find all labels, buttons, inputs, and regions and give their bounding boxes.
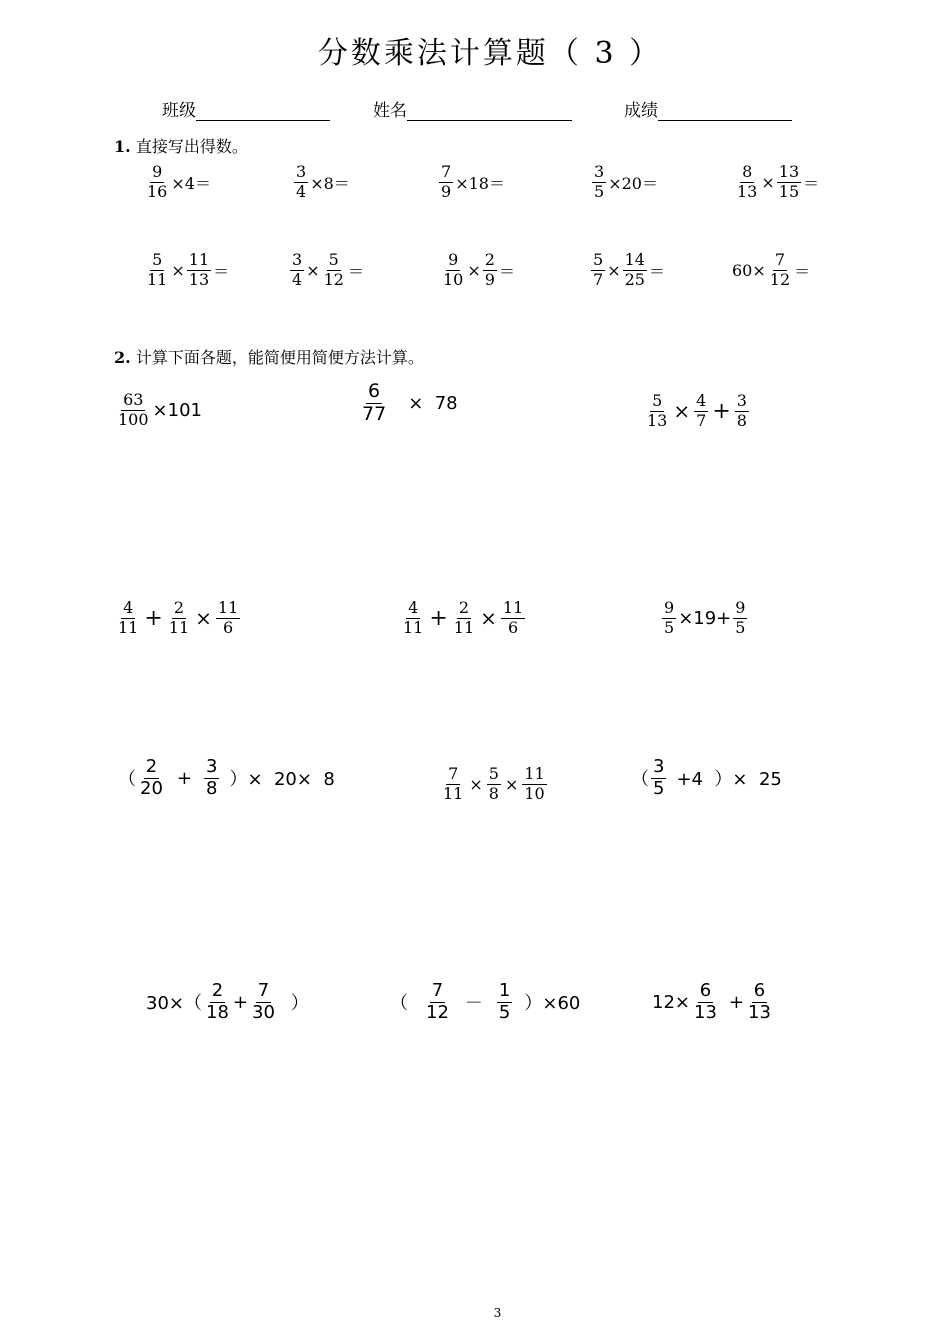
s1-r2-problem-1: $\frac{5}{11}$ × $\frac{11}{13}$ ＝ [147, 250, 230, 289]
page-title: 分数乘法计算题（ 3 ） [317, 36, 663, 71]
class-blank[interactable] [196, 102, 330, 121]
s2-problem-4: $\frac{4}{11}$ + $\frac{2}{11}$ × $\frac{11}{6}$ [118, 598, 239, 637]
s2-problem-8: $\frac{7}{11}$ × $\frac{5}{8}$ × $\frac{11}{10}$ [443, 764, 545, 803]
s2-problem-12: 12× $\frac{6}{13}$ + $\frac{6}{13}$ [652, 980, 771, 1023]
s2-problem-6: $\frac{9}{5}$ ×19+ $\frac{9}{5}$ [664, 598, 746, 637]
name-blank[interactable] [407, 102, 572, 121]
s2-problem-11: （ $\frac{7}{12}$ － $\frac{1}{5}$ ）×60 [390, 980, 581, 1023]
s1-r2-problem-4: $\frac{5}{7}$ × $\frac{14}{25}$ ＝ [593, 250, 665, 289]
s2-problem-9: （ $\frac{3}{5}$ +4 ）× 25 [631, 756, 782, 799]
s1-r1-problem-4: $\frac{3}{5}$ ×20＝ [594, 162, 658, 201]
score-label: 成绩 [624, 101, 658, 121]
s2-problem-7: （ $\frac{2}{20}$ + $\frac{3}{8}$ ）× 20× 8 [118, 756, 335, 799]
s2-problem-5: $\frac{4}{11}$ + $\frac{2}{11}$ × $\frac{11}{6}$ [403, 598, 524, 637]
s1-r2-problem-5: 60× $\frac{7}{12}$ ＝ [732, 250, 811, 289]
class-label: 班级 [162, 101, 196, 121]
section-2-heading: 2. 计算下面各题，能简便用简便方法计算。 [114, 348, 424, 367]
s2-problem-3: $\frac{5}{13}$ × $\frac{4}{7}$ + $\frac{3}{8}$ [647, 391, 747, 430]
score-field[interactable] [624, 96, 792, 121]
s1-r2-problem-3: $\frac{9}{10}$ × $\frac{2}{9}$ ＝ [443, 250, 515, 289]
section-1-number: 1 [114, 137, 126, 156]
s2-problem-1: $\frac{63}{100}$ ×101 [118, 390, 202, 429]
page-number: 3 [493, 1306, 502, 1320]
s2-problem-2: $\frac{6}{77}$ × 78 [362, 380, 458, 425]
name-field[interactable] [373, 96, 572, 121]
section-1-heading: 1. 直接写出得数。 [114, 137, 248, 156]
name-label: 姓名 [373, 101, 407, 121]
s1-r1-problem-5: $\frac{8}{13}$ × $\frac{13}{15}$ ＝ [737, 162, 820, 201]
score-blank[interactable] [658, 102, 792, 121]
class-field[interactable] [162, 96, 330, 121]
s1-r1-problem-2: $\frac{3}{4}$ ×8＝ [296, 162, 350, 201]
s1-r1-problem-1: $\frac{9}{16}$ ×4＝ [147, 162, 211, 201]
s1-r2-problem-2: $\frac{3}{4}$ × $\frac{5}{12}$ ＝ [292, 250, 364, 289]
section-2-number: 2 [114, 348, 126, 367]
section-1-text: 直接写出得数。 [135, 137, 248, 156]
section-2-text: 计算下面各题，能简便用简便方法计算。 [135, 348, 424, 367]
s1-r1-problem-3: $\frac{7}{9}$ ×18＝ [441, 162, 505, 201]
s2-problem-10: 30×（ $\frac{2}{18}$ + $\frac{7}{30}$ ） [146, 980, 309, 1023]
